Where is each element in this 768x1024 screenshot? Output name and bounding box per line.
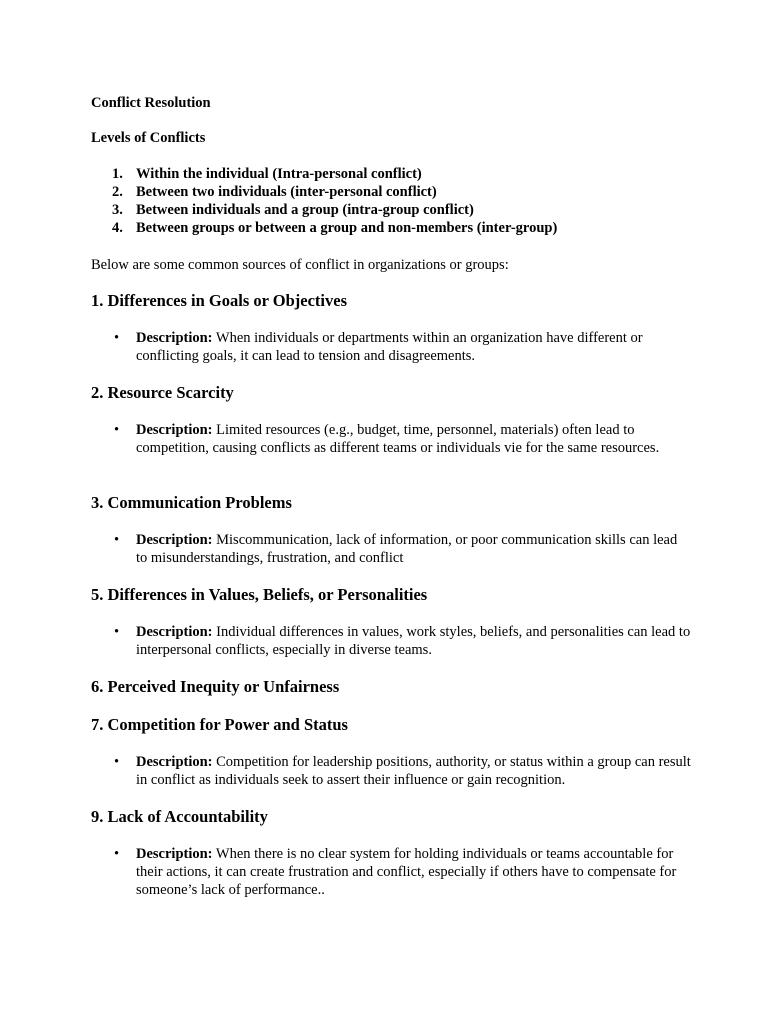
bullet-icon: • — [114, 624, 120, 640]
section-heading: 1. Differences in Goals or Objectives — [91, 291, 348, 310]
bullet-icon: • — [114, 422, 120, 438]
list-text: Between two individuals (inter-personal conflict) — [136, 184, 437, 200]
list-item — [91, 165, 557, 183]
description-label: Description: — [136, 754, 213, 770]
section-bullet — [91, 421, 691, 457]
list-number: 2. — [112, 184, 123, 200]
section-bullet — [91, 329, 691, 365]
document-title: Conflict Resolution — [91, 95, 211, 111]
section-bullet — [91, 753, 691, 789]
list-text: Within the individual (Intra-personal conflict) — [136, 166, 422, 182]
levels-heading: Levels of Conflicts — [91, 130, 206, 146]
list-number: 3. — [112, 202, 123, 218]
bullet-icon: • — [114, 330, 120, 346]
description-text: Individual differences in values, work styles, beliefs, and personalities can lead to interpersonal conflicts, especially in diverse teams. — [136, 624, 691, 658]
section-bullet — [91, 623, 691, 659]
list-number: 1. — [112, 166, 123, 182]
description-text: Miscommunication, lack of information, or poor communication skills can lead to misunderstandings, frustration, and conflict — [136, 532, 678, 566]
description-label: Description: — [136, 330, 213, 346]
list-item — [91, 219, 557, 237]
list-item — [91, 183, 557, 201]
bullet-icon: • — [114, 754, 120, 770]
levels-list — [91, 165, 557, 237]
list-text: Between individuals and a group (intra-group conflict) — [136, 202, 474, 218]
list-item — [91, 201, 557, 219]
description-text: When there is no clear system for holding individuals or teams accountable for their actions, it can create frustration and conflict, especially if others have to compensate for someone’s lack of performance.. — [136, 846, 677, 898]
description-text: When individuals or departments within an organization have different or conflicting goals, it can lead to tension and disagreements. — [136, 330, 643, 364]
description-label: Description: — [136, 624, 213, 640]
intro-text: Below are some common sources of conflict in organizations or groups: — [91, 257, 509, 273]
bullet-icon: • — [114, 532, 120, 548]
section-heading: 9. Lack of Accountability — [91, 807, 268, 826]
list-number: 4. — [112, 220, 123, 236]
description-text: Limited resources (e.g., budget, time, personnel, materials) often lead to competition, causing conflicts as different teams or individuals vie for the same resources. — [136, 422, 660, 456]
section-heading: 2. Resource Scarcity — [91, 383, 234, 402]
section-bullet — [91, 845, 691, 899]
description-text: Competition for leadership positions, authority, or status within a group can result in conflict as individuals seek to assert their influence or gain recognition. — [136, 754, 691, 788]
description-label: Description: — [136, 846, 213, 862]
description-label: Description: — [136, 532, 213, 548]
section-heading: 7. Competition for Power and Status — [91, 715, 348, 734]
section-heading: 6. Perceived Inequity or Unfairness — [91, 677, 340, 696]
section-bullet — [91, 531, 691, 567]
bullet-icon: • — [114, 846, 120, 862]
section-heading: 3. Communication Problems — [91, 493, 292, 512]
description-label: Description: — [136, 422, 213, 438]
list-text: Between groups or between a group and non-members (inter-group) — [136, 220, 558, 236]
section-heading: 5. Differences in Values, Beliefs, or Personalities — [91, 585, 428, 604]
